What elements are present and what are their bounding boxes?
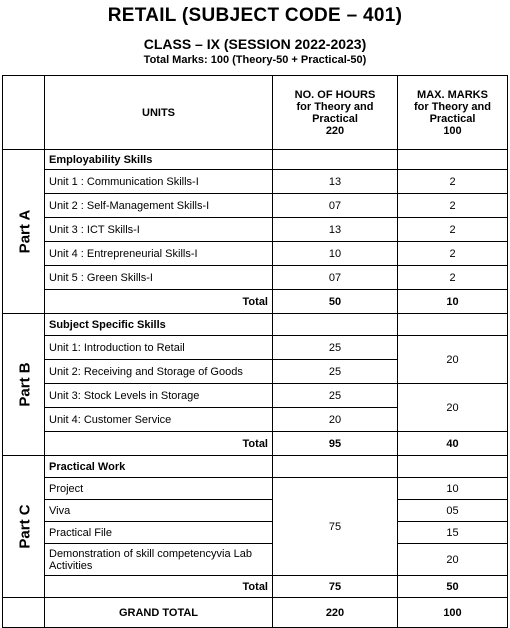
table-row: Unit 2: Receiving and Storage of Goods 25 — [3, 360, 508, 384]
table-row: Unit 1 : Communication Skills-I 13 2 — [3, 170, 508, 194]
grand-total-row — [3, 598, 508, 628]
part-b-heading-row — [3, 314, 508, 336]
table-row: Unit 5 : Green Skills-I 07 2 — [3, 266, 508, 290]
part-c-heading-row — [3, 456, 508, 478]
table-row: Unit 3 : ICT Skills-I 13 2 — [3, 218, 508, 242]
part-b-total-row: Total 95 40 — [3, 432, 508, 456]
table-row: Unit 4: Customer Service 20 — [3, 408, 508, 432]
table-row: Project 75 10 — [3, 478, 508, 500]
part-a-label: Part A — [3, 150, 45, 314]
table-row: Unit 1: Introduction to Retail 25 20 — [3, 336, 508, 360]
table-row: Viva 05 — [3, 500, 508, 522]
part-c-total-row: Total 75 50 — [3, 576, 508, 598]
header-row — [3, 76, 508, 150]
part-a-total-row: Total 50 10 — [3, 290, 508, 314]
part-c-heading: Practical Work — [45, 456, 273, 478]
table-row: Unit 2 : Self-Management Skills-I 07 2 — [3, 194, 508, 218]
part-b-heading: Subject Specific Skills — [45, 314, 273, 336]
grand-total-hours: 220 — [273, 598, 398, 628]
header-blank — [3, 76, 45, 150]
total-marks: Total Marks: 100 (Theory-50 + Practical-50) — [143, 54, 367, 66]
part-c-label: Part C — [3, 456, 45, 598]
header-marks: MAX. MARKS for Theory and Practical 100 — [398, 76, 508, 150]
header-hours: NO. OF HOURS for Theory and Practical 220 — [273, 76, 398, 150]
part-b-label: Part B — [3, 314, 45, 456]
table-row: Unit 3: Stock Levels in Storage 25 20 — [3, 384, 508, 408]
table-row: Unit 4 : Entrepreneurial Skills-I 10 2 — [3, 242, 508, 266]
part-a-heading: Employability Skills — [45, 150, 273, 170]
part-c-hours: 75 — [273, 478, 398, 576]
grand-total-marks: 100 — [398, 598, 508, 628]
header-units: UNITS — [45, 76, 273, 150]
table-row: Practical File 15 — [3, 522, 508, 544]
table-row: Demonstration of skill competencyvia Lab Activities 20 — [3, 544, 508, 576]
curriculum-table — [2, 75, 508, 628]
grand-total-label: GRAND TOTAL — [45, 598, 273, 628]
document-title: RETAIL (SUBJECT CODE – 401) — [107, 5, 403, 26]
part-a-heading-row — [3, 150, 508, 170]
class-session: CLASS – IX (SESSION 2022-2023) — [143, 36, 367, 52]
